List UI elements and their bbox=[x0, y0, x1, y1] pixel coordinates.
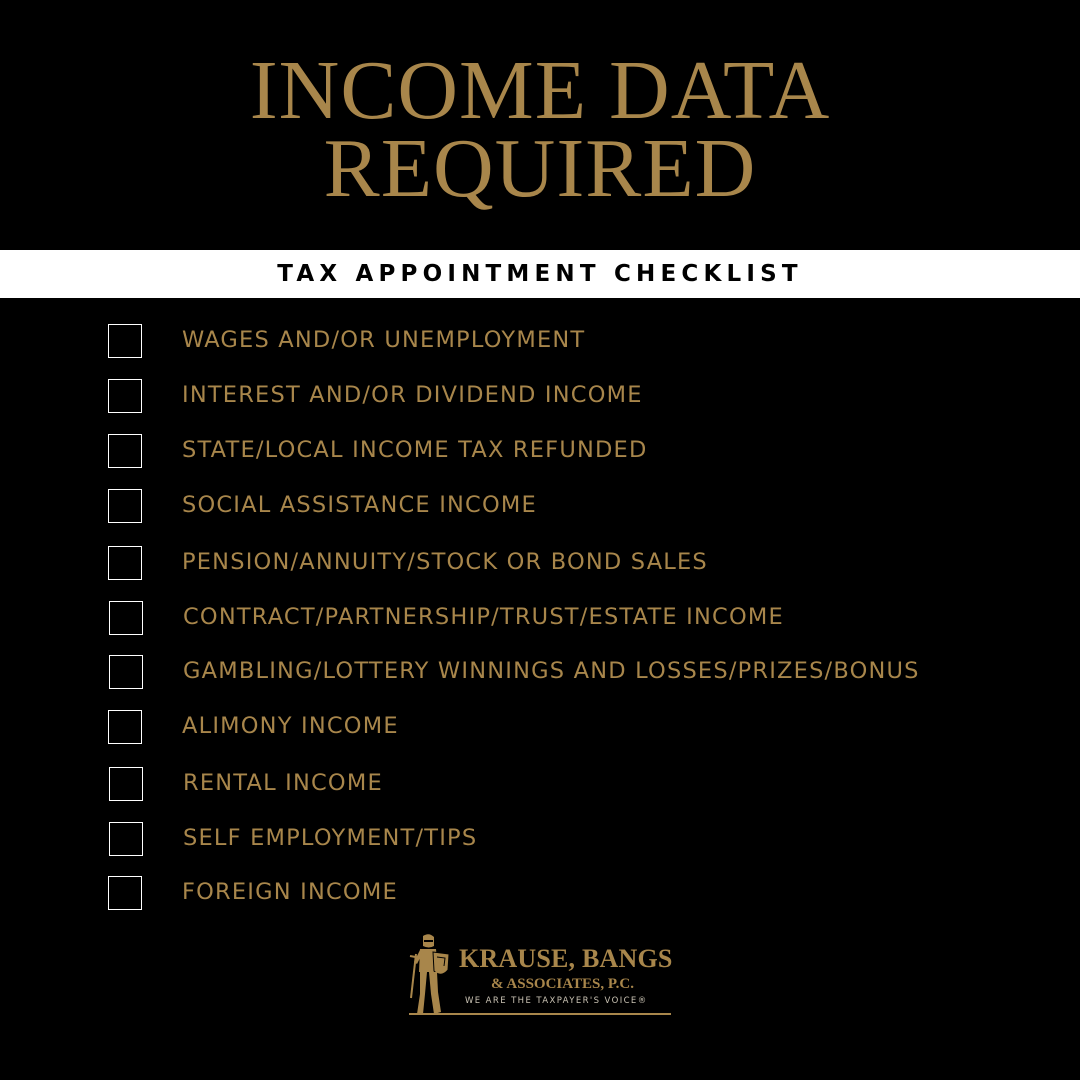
company-logo bbox=[405, 930, 675, 1020]
knight-icon bbox=[407, 932, 451, 1018]
page-title bbox=[0, 44, 1080, 215]
checklist-item-label: SOCIAL ASSISTANCE INCOME bbox=[182, 492, 537, 518]
logo-company-subtitle: & ASSOCIATES, P.C. bbox=[491, 976, 634, 992]
title-line-1: INCOME DATA bbox=[249, 44, 831, 137]
checkbox[interactable] bbox=[108, 434, 142, 468]
checklist-item-label: CONTRACT/PARTNERSHIP/TRUST/ESTATE INCOME bbox=[183, 604, 784, 630]
logo-underline bbox=[409, 1013, 671, 1015]
checklist-item-label: ALIMONY INCOME bbox=[182, 713, 399, 739]
checkbox[interactable] bbox=[108, 379, 142, 413]
checkbox[interactable] bbox=[108, 546, 142, 580]
checklist-item-label: RENTAL INCOME bbox=[183, 770, 383, 796]
checkbox[interactable] bbox=[109, 822, 143, 856]
checklist-item-label: WAGES AND/OR UNEMPLOYMENT bbox=[182, 327, 586, 353]
logo-company-name: KRAUSE, BANGS bbox=[459, 944, 673, 973]
checkbox[interactable] bbox=[108, 710, 142, 744]
checkbox[interactable] bbox=[109, 601, 143, 635]
checklist-banner bbox=[0, 250, 1080, 298]
checkbox[interactable] bbox=[108, 489, 142, 523]
checklist-item-label: INTEREST AND/OR DIVIDEND INCOME bbox=[182, 382, 643, 408]
checkbox[interactable] bbox=[109, 655, 143, 689]
logo-tagline: WE ARE THE TAXPAYER'S VOICE® bbox=[465, 996, 648, 1006]
checklist-item-label: FOREIGN INCOME bbox=[182, 879, 398, 905]
banner-text: TAX APPOINTMENT CHECKLIST bbox=[277, 261, 803, 287]
checkbox[interactable] bbox=[108, 876, 142, 910]
title-line-2: REQUIRED bbox=[323, 122, 757, 215]
checklist-item-label: STATE/LOCAL INCOME TAX REFUNDED bbox=[182, 437, 648, 463]
checkbox[interactable] bbox=[108, 324, 142, 358]
checklist-item-label: SELF EMPLOYMENT/TIPS bbox=[183, 825, 478, 851]
checkbox[interactable] bbox=[109, 767, 143, 801]
checklist-item-label: GAMBLING/LOTTERY WINNINGS AND LOSSES/PRIZES/BONUS bbox=[183, 658, 920, 684]
checklist-item-label: PENSION/ANNUITY/STOCK OR BOND SALES bbox=[182, 549, 708, 575]
